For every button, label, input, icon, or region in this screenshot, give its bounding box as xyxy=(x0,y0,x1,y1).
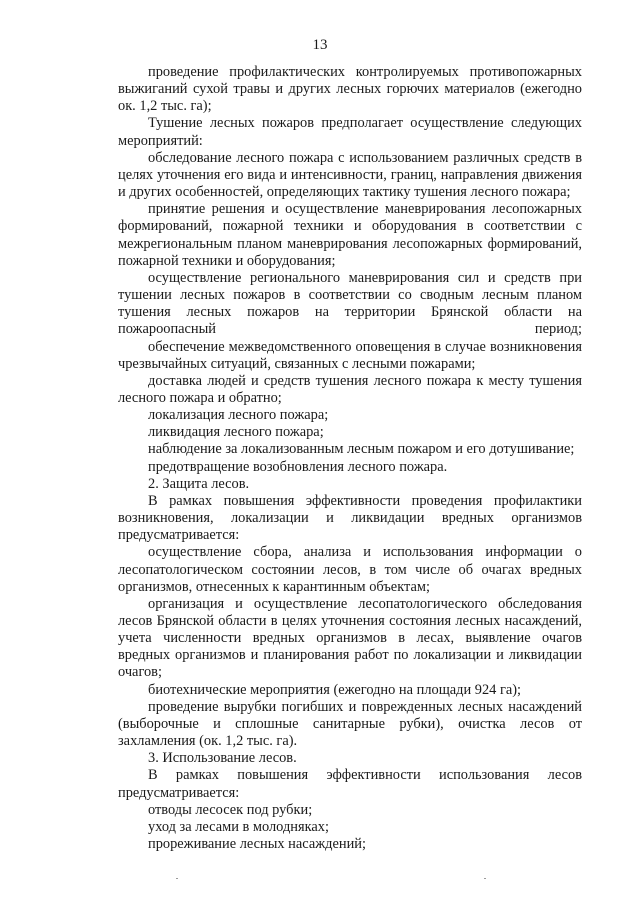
paragraph: ликвидация лесного пожара; xyxy=(148,424,324,441)
paragraph: предотвращение возобновления лесного пожара. xyxy=(148,458,448,475)
paragraph: наблюдение за локализованным лесным пожаром и его дотушивание; xyxy=(148,441,575,458)
scan-speck xyxy=(484,878,486,879)
paragraph: осуществление регионального маневрирования сил и средств при тушении лесных пожаров в соответствии со сводным лесным планом тушения лесных пожаров на территории Брянской области на пожароопасный период; xyxy=(118,269,582,338)
paragraph: В рамках повышения эффективности проведения профилактики возникновения, локализации и ликвидации вредных организмов предусматривается: xyxy=(118,492,582,544)
paragraph: осуществление сбора, анализа и использования информации о лесопатологическом состоянии лесов, в том числе об очагах вредных организмов, отнесенных к карантинным объектам; xyxy=(118,544,582,595)
page-number: 13 xyxy=(312,37,328,53)
document-body xyxy=(118,64,582,853)
section-heading: 2. Защита лесов. xyxy=(148,475,250,492)
paragraph: биотехнические мероприятия (ежегодно на площади 924 га); xyxy=(148,681,522,698)
paragraph: уход за лесами в молодняках; xyxy=(148,818,329,835)
paragraph: обследование лесного пожара с использованием различных средств в целях уточнения его вида и интенсивности, границ, направления движения и других особенностей, определяющих тактику тушения лесного пожара; xyxy=(118,149,582,201)
paragraph: локализация лесного пожара; xyxy=(148,407,329,424)
paragraph: обеспечение межведомственного оповещения в случае возникновения чрезвычайных ситуаций, связанных с лесными пожарами; xyxy=(118,338,582,372)
section-heading: 3. Использование лесов. xyxy=(148,750,297,767)
paragraph: прореживание лесных насаждений; xyxy=(148,836,366,853)
scan-marks xyxy=(0,878,640,884)
paragraph: В рамках повышения эффективности использования лесов предусматривается: xyxy=(118,767,582,801)
paragraph: проведение вырубки погибших и поврежденных лесных насаждений (выборочные и сплошные санитарные рубки), очистка лесов от захламления (ок. 1,2 тыс. га). xyxy=(118,698,582,750)
scan-speck xyxy=(176,878,178,879)
paragraph: проведение профилактических контролируемых противопожарных выжиганий сухой травы и других лесных горючих материалов (ежегодно ок. 1,2 тыс. га); xyxy=(118,64,582,115)
paragraph: принятие решения и осуществление маневрирования лесопожарных формирований, пожарной техники и оборудования в соответствии с межрегиональным планом маневрирования лесопожарных формирований, пожарной техники и оборудования; xyxy=(118,201,582,269)
paragraph: отводы лесосек под рубки; xyxy=(148,801,313,818)
paragraph: доставка людей и средств тушения лесного пожара к месту тушения лесного пожара и обратно; xyxy=(118,372,582,406)
paragraph: Тушение лесных пожаров предполагает осуществление следующих мероприятий: xyxy=(118,115,582,149)
paragraph: организация и осуществление лесопатологического обследования лесов Брянской области в целях уточнения состояния лесных насаждений, учета численности вредных организмов в лесах, выявление очагов вредных организмов и планирования работ по локализации и ликвидации очагов; xyxy=(118,595,582,681)
